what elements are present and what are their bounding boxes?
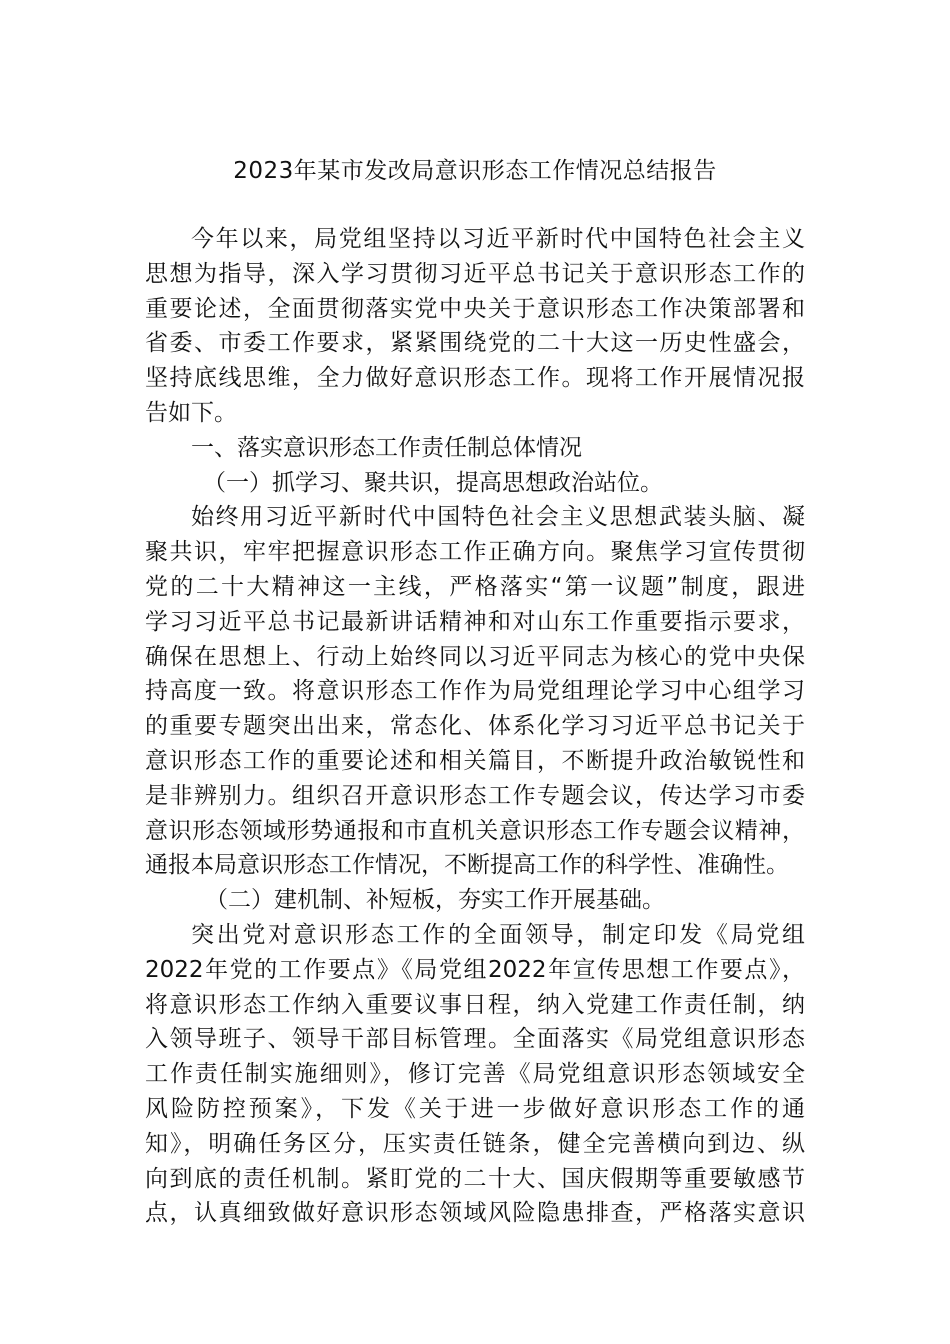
paragraph-line: 思想为指导，深入学习贯彻习近平总书记关于意识形态工作的 <box>145 260 805 287</box>
subsection-heading: （一）抓学习、聚共识，提高思想政治站位。 <box>203 469 663 496</box>
paragraph-line: 重要论述，全面贯彻落实党中央关于意识形态工作决策部署和 <box>145 295 805 322</box>
paragraph-line: 确保在思想上、行动上始终同以习近平同志为核心的党中央保 <box>145 643 805 670</box>
paragraph-line: 工作责任制实施细则》，修订完善《局党组意识形态领域安全 <box>145 1061 805 1088</box>
paragraph-line: 向到底的责任机制。紧盯党的二十大、国庆假期等重要敏感节 <box>145 1165 805 1192</box>
paragraph-line: 党的二十大精神这一主线，严格落实“第一议题”制度，跟进 <box>145 573 805 600</box>
paragraph-line: 学习习近平总书记最新讲话精神和对山东工作重要指示要求， <box>145 608 805 635</box>
paragraph-line: 风险防控预案》，下发《关于进一步做好意识形态工作的通 <box>145 1095 805 1122</box>
paragraph-line: 是非辨别力。组织召开意识形态工作专题会议，传达学习市委 <box>145 782 805 809</box>
document-title: 2023年某市发改局意识形态工作情况总结报告 <box>233 158 717 184</box>
document-body <box>145 222 805 1231</box>
paragraph-line: 通报本局意识形态工作情况，不断提高工作的科学性、准确性。 <box>145 852 789 879</box>
paragraph-line: 今年以来，局党组坚持以习近平新时代中国特色社会主义 <box>191 226 805 252</box>
paragraph-line: 将意识形态工作纳入重要议事日程，纳入党建工作责任制，纳 <box>145 991 805 1018</box>
paragraph-line: 意识形态领域形势通报和市直机关意识形态工作专题会议精神， <box>145 817 805 844</box>
paragraph-line: 的重要专题突出出来，常态化、体系化学习习近平总书记关于 <box>145 713 805 740</box>
section-heading: 一、落实意识形态工作责任制总体情况 <box>191 434 582 461</box>
paragraph-line: 始终用习近平新时代中国特色社会主义思想武装头脑、凝 <box>191 504 805 531</box>
paragraph-line: 入领导班子、领导干部目标管理。全面落实《局党组意识形态 <box>145 1026 805 1053</box>
paragraph-line: 坚持底线思维，全力做好意识形态工作。现将工作开展情况报 <box>145 365 805 392</box>
paragraph-line: 2022年党的工作要点》《局党组2022年宣传思想工作要点》， <box>145 956 805 983</box>
paragraph-line: 突出党对意识形态工作的全面领导，制定印发《局党组 <box>191 921 805 948</box>
paragraph-line: 知》，明确任务区分，压实责任链条，健全完善横向到边、纵 <box>145 1130 805 1157</box>
paragraph-line: 省委、市委工作要求，紧紧围绕党的二十大这一历史性盛会， <box>145 330 805 357</box>
paragraph-line: 意识形态工作的重要论述和相关篇目，不断提升政治敏锐性和 <box>145 747 805 774</box>
paragraph-line: 聚共识，牢牢把握意识形态工作正确方向。聚焦学习宣传贯彻 <box>145 539 805 566</box>
paragraph-line: 持高度一致。将意识形态工作作为局党组理论学习中心组学习 <box>145 678 805 705</box>
paragraph-line: 告如下。 <box>145 399 237 426</box>
subsection-heading: （二）建机制、补短板，夯实工作开展基础。 <box>205 887 665 914</box>
paragraph-line: 点，认真细致做好意识形态领域风险隐患排查，严格落实意识 <box>145 1200 805 1227</box>
